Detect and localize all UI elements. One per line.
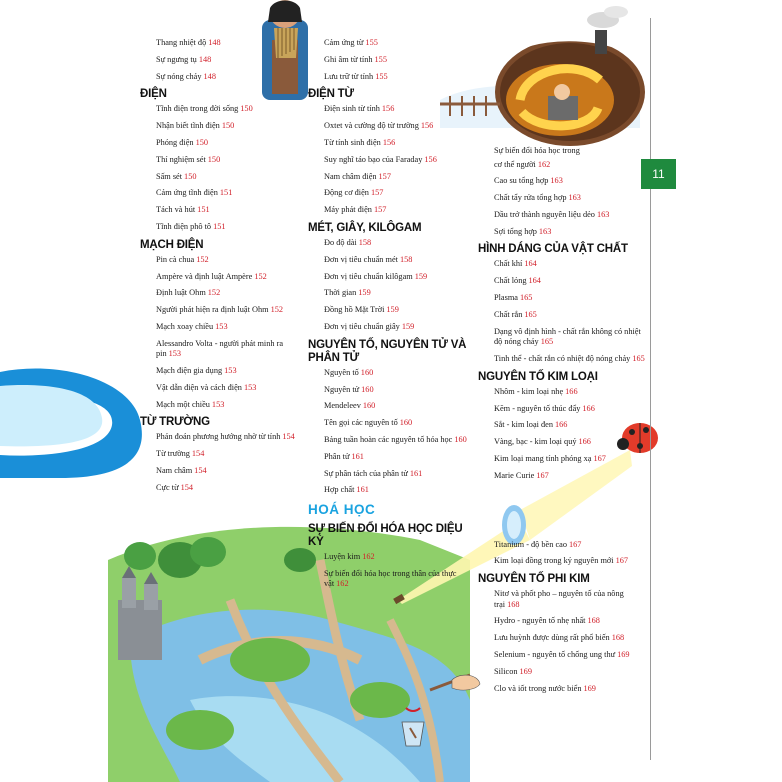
toc-entry[interactable]: Điện sinh từ tính 156 bbox=[324, 104, 395, 114]
toc-entry[interactable]: Selenium - nguyên tố chống ung thư 169 bbox=[494, 650, 630, 660]
toc-entry[interactable]: Hydro - nguyên tố nhẹ nhất 168 bbox=[494, 616, 600, 626]
toc-entry[interactable]: Clo và iốt trong nước biển 169 bbox=[494, 683, 596, 693]
toc-entry[interactable]: Phán đoán phương hướng nhờ từ tính 154 bbox=[156, 432, 295, 442]
part-title: HOÁ HỌC bbox=[308, 502, 376, 518]
toc-entry[interactable]: Sắt - kim loại đen 166 bbox=[494, 420, 568, 430]
toc-entry[interactable]: Lưu trữ từ tính 155 bbox=[324, 71, 388, 81]
top-entries bbox=[140, 38, 305, 82]
toc-entry[interactable]: cơ thể người 162 bbox=[494, 159, 551, 169]
toc-entry[interactable]: Nhôm - kim loại nhẹ 166 bbox=[494, 386, 578, 396]
toc-entry[interactable]: Dạng vô định hình - chất rắn không có nhiệt độ nóng chảy 165 bbox=[494, 326, 641, 347]
section-heading: SỰ BIẾN ĐỔI HÓA HỌC DIỆU KỲ bbox=[308, 523, 463, 549]
toc-entry[interactable]: Sợi tổng hợp 163 bbox=[494, 226, 552, 236]
toc-entry[interactable]: Thang nhiệt độ 148 bbox=[156, 38, 221, 47]
toc-entry[interactable]: Plasma 165 bbox=[494, 293, 533, 303]
toc-entry[interactable]: Alessandro Volta - người phát minh ra pin 153 bbox=[156, 338, 284, 359]
toc-entry[interactable]: Mạch điện gia dụng 153 bbox=[156, 366, 237, 376]
toc-entry[interactable]: Cực từ 154 bbox=[156, 482, 194, 492]
toc-entry[interactable]: Nam châm điện 157 bbox=[324, 171, 391, 181]
toc-entry[interactable]: Kim loại đồng trong kỷ nguyên mới 167 bbox=[494, 556, 629, 566]
toc-entry[interactable]: Kẽm - nguyên tố thúc đẩy 166 bbox=[494, 403, 595, 413]
toc-entry[interactable]: Lưu huỳnh được dùng rất phổ biến 168 bbox=[494, 633, 625, 643]
toc-entry[interactable]: Cảm ứng từ 155 bbox=[324, 38, 378, 47]
toc-entry[interactable]: Định luật Ohm 152 bbox=[156, 288, 221, 298]
toc-entry[interactable]: Nhận biết tĩnh điện 150 bbox=[156, 121, 235, 131]
toc-entry[interactable]: Đơn vị tiêu chuẩn mét 158 bbox=[324, 254, 413, 264]
toc-entry[interactable]: Mạch xoay chiều 153 bbox=[156, 321, 228, 331]
toc-entry[interactable]: Dầu trở thành nguyên liệu dẻo 163 bbox=[494, 209, 610, 219]
toc-entry[interactable]: Sự nóng chảy 148 bbox=[156, 71, 216, 81]
toc-entry[interactable]: Thời gian 159 bbox=[324, 288, 371, 298]
toc-entry[interactable]: Nguyên tố 160 bbox=[324, 367, 374, 377]
toc-entry[interactable]: Người phát hiện ra định luật Ohm 152 bbox=[156, 305, 284, 315]
toc-entry[interactable]: Chất lỏng 164 bbox=[494, 276, 541, 286]
toc-entry[interactable]: Sự phân tách của phân tử 161 bbox=[324, 468, 423, 478]
toc-entry[interactable]: Đơn vị tiêu chuẩn giây 159 bbox=[324, 321, 415, 331]
toc-entry[interactable]: Chất khí 164 bbox=[494, 259, 537, 269]
toc-entry[interactable]: Tĩnh điện phô tô 151 bbox=[156, 221, 226, 231]
toc-entry[interactable]: Chất rắn 165 bbox=[494, 309, 537, 319]
toc-entry[interactable]: Thí nghiệm sét 150 bbox=[156, 154, 221, 164]
toc-entry[interactable]: Ampère và định luật Ampère 152 bbox=[156, 271, 267, 281]
toc-entry[interactable]: Tách và hút 151 bbox=[156, 205, 210, 215]
toc-entry[interactable]: Nguyên tử 160 bbox=[324, 384, 374, 394]
toc-entry[interactable]: Vàng, bạc - kim loại quý 166 bbox=[494, 437, 591, 447]
toc-entry[interactable]: Kim loại mang tính phóng xạ 167 bbox=[494, 453, 606, 463]
toc-entry[interactable]: Cảm ứng tĩnh điện 151 bbox=[156, 188, 233, 198]
toc-entry[interactable]: Từ trường 154 bbox=[156, 449, 205, 459]
page-number: 11 bbox=[652, 167, 665, 181]
toc-entry[interactable]: Luyện kim 162 bbox=[324, 552, 375, 562]
toc-entry[interactable]: Oxtet và cường độ từ trường 156 bbox=[324, 121, 434, 131]
toc-entry[interactable]: Cao su tổng hợp 163 bbox=[494, 176, 563, 186]
toc-entry[interactable]: Phóng điện 150 bbox=[156, 137, 209, 147]
section-heading: ĐIỆN TỪ bbox=[308, 88, 354, 101]
toc-column-3 bbox=[478, 146, 648, 700]
toc-entry[interactable]: Chất tẩy rửa tổng hợp 163 bbox=[494, 193, 581, 203]
toc-entry[interactable]: Vật dẫn điện và cách điện 153 bbox=[156, 382, 257, 392]
toc-entry[interactable]: Titanium - độ bền cao 167 bbox=[494, 539, 582, 549]
toc-entry[interactable]: Đồng hồ Mặt Trời 159 bbox=[324, 305, 399, 315]
toc-entry[interactable]: Mendeleev 160 bbox=[324, 401, 376, 411]
toc-entry[interactable]: Marie Curie 167 bbox=[494, 470, 549, 480]
toc-entry[interactable]: Silicon 169 bbox=[494, 666, 532, 676]
section-heading: HÌNH DÁNG CỦA VẬT CHẤT bbox=[478, 243, 628, 256]
toc-entry[interactable]: Sự ngưng tụ 148 bbox=[156, 54, 212, 64]
toc-entry[interactable]: Mạch một chiều 153 bbox=[156, 399, 225, 409]
toc-entry[interactable]: Sấm sét 150 bbox=[156, 171, 197, 181]
toc-entry[interactable]: Pin cà chua 152 bbox=[156, 254, 209, 264]
toc-entry[interactable]: Tĩnh điện trong đời sống 150 bbox=[156, 104, 253, 114]
toc-column-1 bbox=[140, 38, 305, 500]
page-edge-line bbox=[650, 18, 651, 760]
toc-entry[interactable]: Động cơ điện 157 bbox=[324, 188, 384, 198]
toc-entry[interactable]: Đo độ dài 158 bbox=[324, 237, 372, 247]
toc-entry[interactable]: Sự biến đổi hóa học trong bbox=[494, 146, 580, 155]
toc-entry[interactable]: Ghi âm từ tính 155 bbox=[324, 54, 387, 64]
toc-entry[interactable]: Nitơ và phốt pho – nguyên tố của nông trại 168 bbox=[494, 589, 624, 609]
section-heading: NGUYÊN TỐ, NGUYÊN TỬ VÀ PHÂN TỬ bbox=[308, 338, 467, 364]
toc-column-2 bbox=[308, 38, 473, 596]
toc-entry[interactable]: Đơn vị tiêu chuẩn kilôgam 159 bbox=[324, 271, 428, 281]
magnet-illustration bbox=[0, 369, 142, 478]
toc-entry[interactable]: Máy phát điện 157 bbox=[324, 205, 387, 215]
toc-entry[interactable]: Suy nghĩ táo bạo của Faraday 156 bbox=[324, 154, 437, 164]
section-heading: MÉT, GIÂY, KILÔGAM bbox=[308, 221, 422, 234]
toc-entry[interactable]: Hợp chất 161 bbox=[324, 485, 369, 495]
toc-entry[interactable]: Sự biến đổi hóa học trong thân của thực vật 162 bbox=[324, 568, 457, 589]
section-heading: MẠCH ĐIỆN bbox=[140, 238, 204, 251]
section-heading: ĐIỆN bbox=[140, 88, 167, 101]
spacer bbox=[478, 488, 648, 540]
toc-entry[interactable]: Từ tính sinh điện 156 bbox=[324, 137, 396, 147]
toc-entry[interactable]: Tinh thể - chất rắn có nhiệt độ nóng chảy 165 bbox=[494, 353, 645, 363]
toc-entry[interactable]: Bảng tuần hoàn các nguyên tố hóa học 160 bbox=[324, 434, 467, 444]
toc-entry[interactable]: Phân tử 161 bbox=[324, 451, 364, 461]
section-heading: NGUYÊN TỐ KIM LOẠI bbox=[478, 370, 598, 383]
toc-entry[interactable]: Nam châm 154 bbox=[156, 466, 207, 476]
toc-entry[interactable]: Tên gọi các nguyên tố 160 bbox=[324, 418, 413, 428]
section-heading: NGUYÊN TỐ PHI KIM bbox=[478, 573, 590, 586]
section-heading: TỪ TRƯỜNG bbox=[140, 416, 210, 429]
